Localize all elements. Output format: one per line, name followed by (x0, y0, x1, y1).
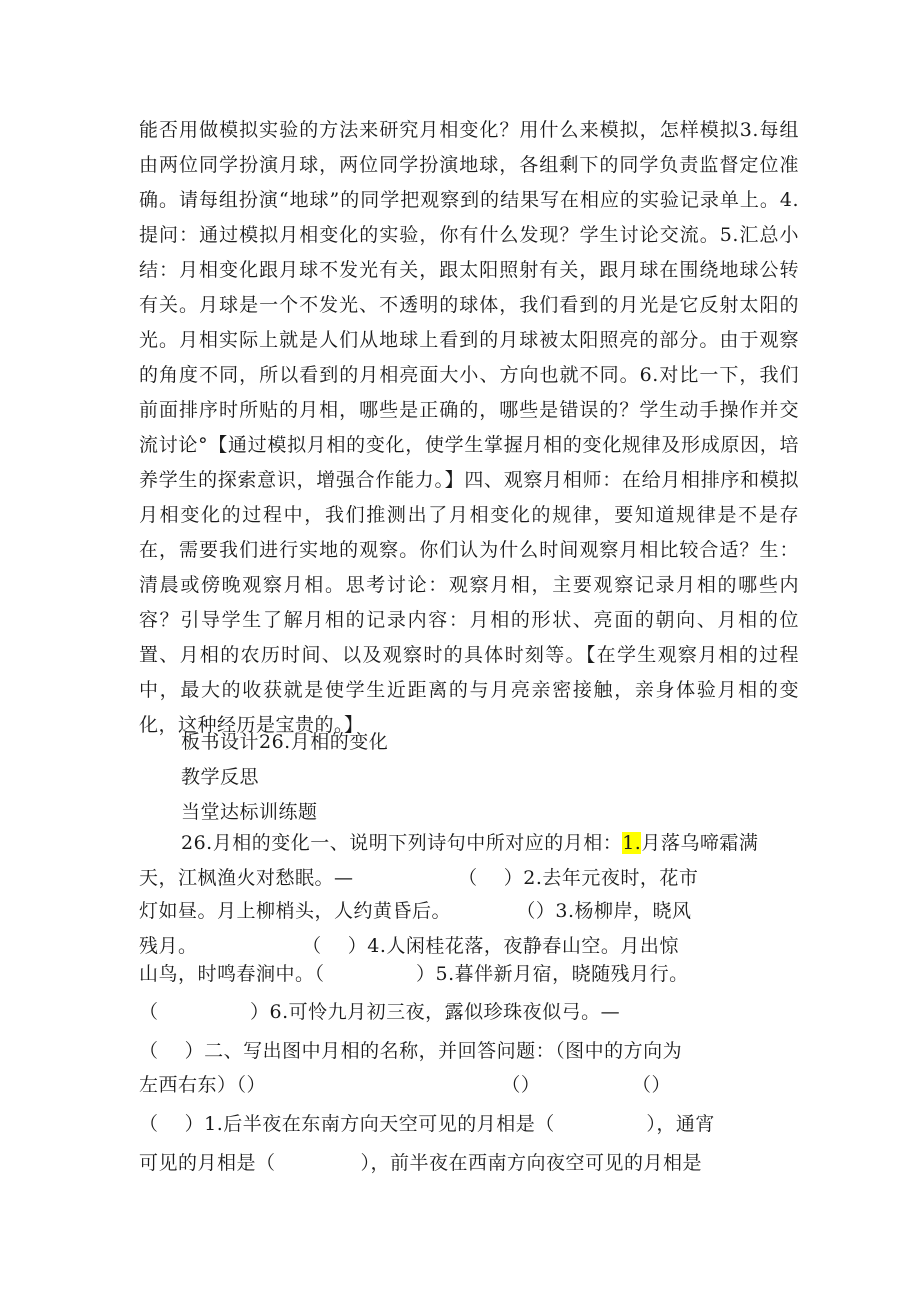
board-design-line: 板书设计26.月相的变化 (181, 731, 389, 753)
highlighted-number: 1. (622, 832, 642, 854)
exercise-line-1-after: 月落乌啼霜满 (641, 832, 759, 854)
exercise-line-1 (181, 826, 758, 861)
exercise-line-5: 山鸟，时鸣春涧中。（ ）5.暮伴新月宿，晓随残月行。 (139, 963, 689, 985)
exercise-line-6: （ ）6.可怜九月初三夜，露似珍珠夜似弓。— (139, 1001, 621, 1023)
exercises-heading: 当堂达标训练题 (181, 801, 318, 823)
exercise-line-9: （ ）1.后半夜在东南方向天空可见的月相是（ ），通宵 (139, 1113, 715, 1135)
exercise-line-3: 灯如昼。月上柳梢头，人约黄昏后。 （）3.杨柳岸，晓风 (139, 900, 692, 922)
exercise-line-10: 可见的月相是（ ），前半夜在西南方向夜空可见的月相是 (139, 1152, 703, 1174)
exercise-line-4: 残月。 （ ）4.人闲桂花落，夜静春山空。月出惊 (139, 935, 679, 957)
exercise-line-7: （ ）二、写出图中月相的名称，并回答问题：（图中的方向为 (139, 1040, 683, 1062)
exercise-line-2: 天，江枫渔火对愁眠。— （ ）2.去年元夜时，花市 (139, 867, 699, 889)
lesson-body-paragraph: 能否用做模拟实验的方法来研究月相变化？用什么来模拟，怎样模拟3.每组由两位同学扮演月球，两位同学扮演地球，各组剩下的同学负责监督定位准确。请每组扮演“地球”的同学把观察到的结果写在相应的实验记录单上。4.提问：通过模拟月相变化的实验，你有什么发现？学生讨论交流。5.汇总小结：月相变化跟月球不发光有关，跟太阳照射有关，跟月球在围绕地球公转有关。月球是一个不发光、不透明的球体，我们看到的月光是它反射太阳的光。月相实际上就是人们从地球上看到的月球被太阳照亮的部分。由于观察的角度不同，所以看到的月相亮面大小、方向也就不同。6.对比一下，我们前面排序时所贴的月相，哪些是正确的，哪些是错误的？学生动手操作并交流讨论°【通过模拟月相的变化，使学生掌握月相的变化规律及形成原因，培养学生的探索意识，增强合作能力。】四、观察月相师：在给月相排序和模拟月相变化的过程中，我们推测出了月相变化的规律，要知道规律是不是存在，需要我们进行实地的观察。你们认为什么时间观察月相比较合适？生：清晨或傍晚观察月相。思考讨论：观察月相，主要观察记录月相的哪些内容？引导学生了解月相的记录内容：月相的形状、亮面的朝向、月相的位置、月相的农历时间、以及观察时的具体时刻等。【在学生观察月相的过程中，最大的收获就是使学生近距离的与月亮亲密接触，亲身体验月相的变化，这种经历是宝贵的。】 (139, 119, 799, 736)
exercise-line-8: 左西右东）（） （） （） (139, 1074, 671, 1096)
exercise-line-1-before: 26.月相的变化一、说明下列诗句中所对应的月相： (181, 832, 623, 854)
teaching-reflection-line: 教学反思 (181, 766, 260, 788)
